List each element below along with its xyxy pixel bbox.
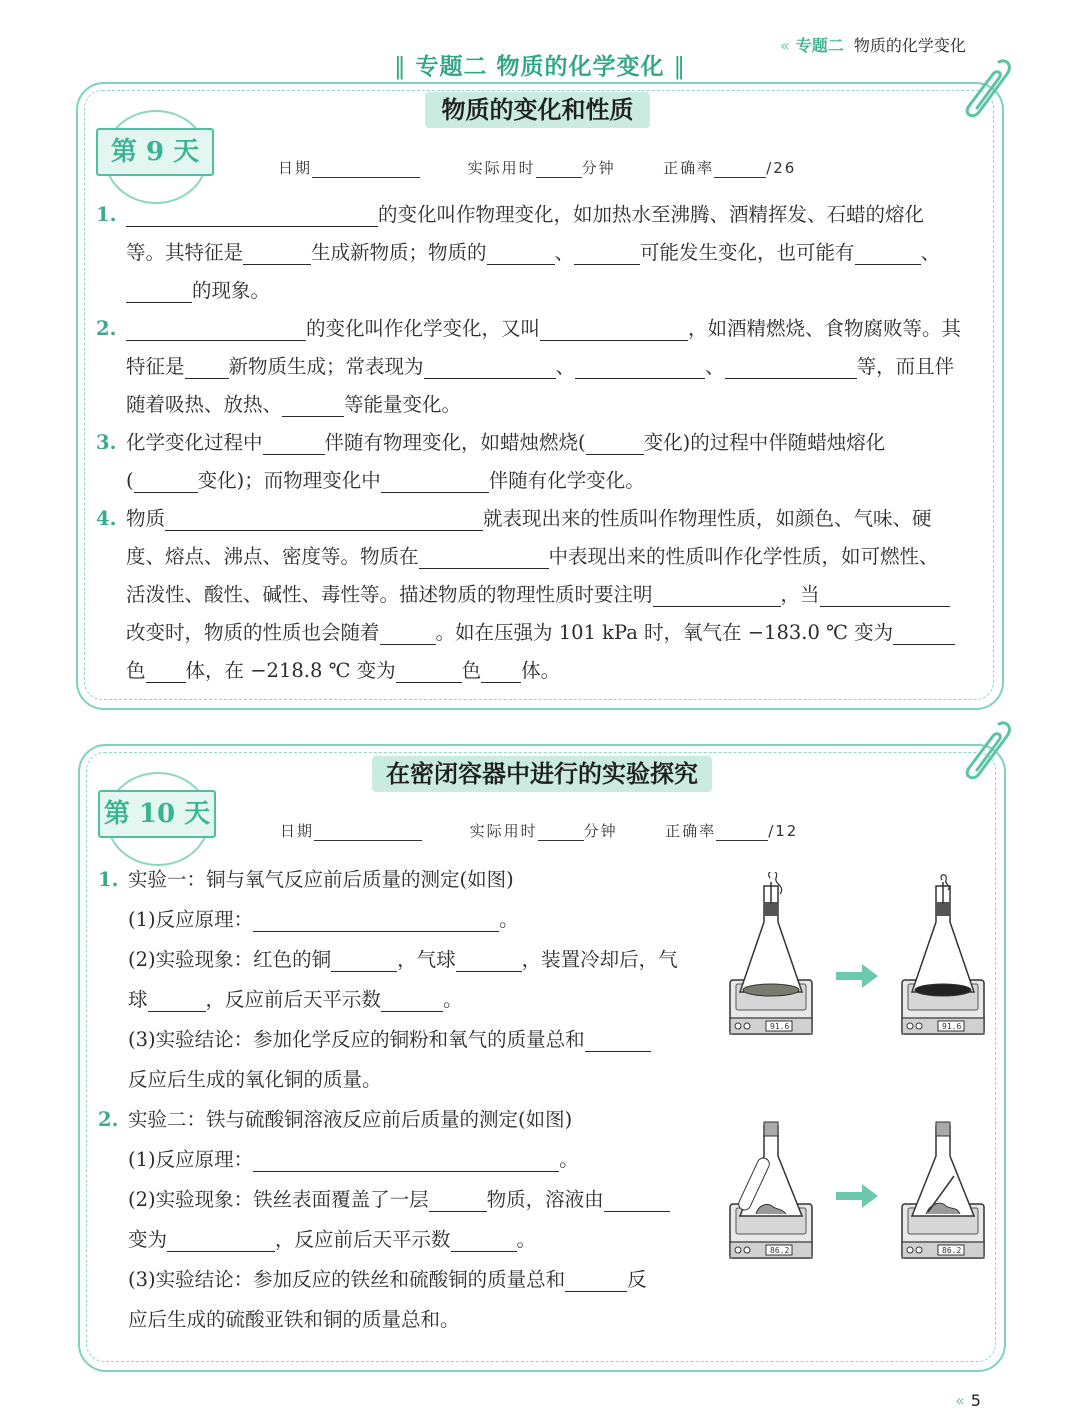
rate-total: /12 [768, 822, 799, 840]
running-header-topic: 专题二 [795, 36, 844, 55]
answer-blank[interactable] [565, 1267, 627, 1292]
answer-blank[interactable] [574, 240, 640, 265]
day10-title: 在密闭容器中进行的实验探究 [372, 756, 712, 792]
answer-blank[interactable] [481, 658, 521, 683]
rate-total: /26 [766, 159, 797, 177]
question-line [126, 614, 984, 652]
question-line [128, 940, 708, 980]
answer-blank[interactable] [725, 354, 857, 379]
time-unit: 分钟 [581, 159, 616, 177]
question-text: 体。 [521, 659, 561, 682]
question-line [126, 500, 984, 538]
balance-before [730, 872, 812, 1034]
scale-reading: 91.6 [942, 1022, 962, 1031]
question-line [126, 462, 984, 500]
day9-title: 物质的变化和性质 [425, 92, 650, 128]
question-text: 。 [559, 1148, 579, 1171]
question-line [128, 1300, 708, 1340]
answer-blank[interactable] [540, 316, 688, 341]
question-text: 可能发生变化，也可能有 [640, 241, 855, 264]
question-line [126, 386, 984, 424]
page-number-value: 5 [970, 1391, 981, 1410]
question-text: 化学变化过程中 [126, 431, 263, 454]
day10-questions [98, 860, 708, 1340]
question-text: 等。其特征是 [126, 241, 244, 264]
question-text: 等，而且伴 [856, 355, 955, 378]
answer-blank[interactable] [253, 1147, 559, 1172]
question-line [126, 272, 984, 310]
answer-blank[interactable] [604, 1187, 670, 1212]
question-text: 色 [126, 659, 146, 682]
day10-badge-label: 第 10 天 [98, 790, 216, 838]
question-text: 。 [516, 1228, 537, 1251]
question-text: 改变时，物质的性质也会随着 [126, 621, 380, 644]
answer-blank[interactable] [456, 947, 522, 972]
question-text: 变化)；而物理变化中 [197, 469, 381, 492]
question-text: 反 [627, 1268, 647, 1291]
rate-label: 正确率 [663, 159, 715, 177]
answer-blank[interactable] [146, 658, 186, 683]
answer-blank[interactable] [575, 354, 705, 379]
scale-reading: 91.6 [770, 1022, 790, 1031]
answer-blank[interactable] [381, 987, 443, 1012]
answer-blank[interactable] [487, 240, 555, 265]
answer-blank[interactable] [165, 506, 483, 531]
question-text: 随着吸热、放热、 [126, 393, 283, 416]
rate-blank[interactable] [716, 824, 768, 841]
answer-blank[interactable] [126, 278, 192, 303]
rate-label: 正确率 [665, 822, 717, 840]
answer-blank[interactable] [585, 1027, 651, 1052]
question-text: ( [126, 469, 134, 492]
question-text: 。 [443, 988, 463, 1011]
question-text: 变为 [128, 1228, 168, 1251]
balance-after [902, 1122, 984, 1258]
question-line [128, 1060, 708, 1100]
page-title [0, 48, 1080, 81]
question-number: 1. [98, 868, 119, 891]
question-line [126, 310, 984, 348]
date-label: 日期 [280, 822, 315, 840]
question-line [126, 538, 984, 576]
answer-blank[interactable] [185, 354, 229, 379]
figure-copper-oxygen [726, 872, 986, 1042]
question-text: 。如在压强为 101 kPa 时，氧气在 −183.0 ℃ 变为 [435, 621, 894, 644]
question-text: 生成新物质；物质的 [311, 241, 487, 264]
question-line [128, 1260, 708, 1300]
scale-reading: 86.2 [942, 1246, 962, 1255]
question-text: 的现象。 [192, 279, 271, 302]
question-text: (2)实验现象：红色的铜 [128, 948, 332, 971]
question-number: 4. [96, 507, 117, 530]
question-text: (1)反应原理： [128, 1148, 254, 1171]
question-number: 1. [96, 203, 117, 226]
question-text: (3)实验结论：参加反应的铁丝和硫酸铜的质量总和 [128, 1268, 566, 1291]
question-text: 、 [705, 355, 725, 378]
answer-blank[interactable] [167, 1227, 275, 1252]
question-text: ，反应前后天平示数 [205, 988, 382, 1011]
question-text: 度、熔点、沸点、密度等。物质在 [126, 545, 419, 568]
question-text: 应后生成的硫酸亚铁和铜的质量总和。 [128, 1308, 460, 1331]
question-text: 活泼性、酸性、碱性、毒性等。描述物质的物理性质时要注明 [126, 583, 653, 606]
question-text: 色 [461, 659, 482, 682]
answer-blank[interactable] [396, 658, 462, 683]
answer-blank[interactable] [855, 240, 921, 265]
page-title-text: 专题二 物质的化学变化 [415, 53, 665, 80]
question-line [128, 1020, 708, 1060]
answer-blank[interactable] [253, 907, 499, 932]
answer-blank[interactable] [419, 544, 549, 569]
question-line [128, 1220, 708, 1260]
question-text: 、 [920, 241, 941, 264]
question-text: 的变化叫作化学变化，又叫 [306, 317, 541, 340]
question-text: (3)实验结论：参加化学反应的铜粉和氧气的质量总和 [128, 1028, 585, 1051]
question-number: 2. [96, 317, 117, 340]
question-line [128, 900, 708, 940]
answer-blank[interactable] [820, 582, 950, 607]
day10-badge [98, 778, 214, 850]
answer-blank[interactable] [243, 240, 311, 265]
question-line [128, 980, 708, 1020]
question-number: 2. [98, 1108, 119, 1131]
question-text: 物质，溶液由 [486, 1188, 604, 1211]
question-text: 反应后生成的氧化铜的质量。 [128, 1068, 382, 1091]
day9-meta [278, 157, 796, 178]
question-text: 、 [555, 355, 576, 378]
double-chevron-left-icon: « [955, 1391, 965, 1410]
question-line [128, 1180, 708, 1220]
answer-blank[interactable] [380, 620, 436, 645]
question-text: ，气球 [397, 948, 456, 971]
figure-iron-copper-sulfate [726, 1116, 986, 1266]
time-label: 实际用时 [469, 822, 538, 840]
question-text: 物质 [126, 507, 166, 530]
question-text: ，反应前后天平示数 [275, 1228, 451, 1251]
question-line [128, 1140, 708, 1180]
arrow-right-icon [836, 964, 878, 988]
question-text: 伴随有化学变化。 [488, 469, 645, 492]
balance-after [902, 875, 984, 1034]
answer-blank[interactable] [424, 354, 556, 379]
question-text: 体，在 −218.8 ℃ 变为 [185, 659, 396, 682]
double-chevron-left-icon: « [780, 36, 790, 55]
question-text: 中表现出来的性质叫作化学性质，如可燃性、 [548, 545, 939, 568]
question-text: ，装置冷却后，气 [521, 948, 678, 971]
answer-blank[interactable] [653, 582, 781, 607]
question-text: 实验一：铜与氧气反应前后质量的测定(如图) [128, 868, 514, 891]
time-unit: 分钟 [583, 822, 618, 840]
answer-blank[interactable] [451, 1227, 517, 1252]
answer-blank[interactable] [126, 316, 306, 341]
date-blank[interactable] [312, 161, 420, 178]
question-line [128, 860, 708, 900]
balance-before [730, 1122, 812, 1258]
question-text: 变化)的过程中伴随蜡烛熔化 [643, 431, 886, 454]
time-blank[interactable] [538, 824, 584, 841]
question-text: (2)实验现象：铁丝表面覆盖了一层 [128, 1188, 429, 1211]
time-blank[interactable] [536, 161, 582, 178]
question-text: ，如酒精燃烧、食物腐败等。其 [688, 317, 962, 340]
question-text: 新物质生成；常表现为 [228, 355, 424, 378]
question-line [126, 576, 984, 614]
question-line [126, 234, 984, 272]
answer-blank[interactable] [126, 202, 378, 227]
answer-blank[interactable] [893, 620, 955, 645]
answer-blank[interactable] [381, 468, 489, 493]
answer-blank[interactable] [282, 392, 344, 417]
question-text: ，当 [780, 583, 820, 606]
question-line [126, 424, 984, 462]
question-text: 就表现出来的性质叫作物理性质，如颜色、气味、硬 [483, 507, 932, 530]
question-text: 实验二：铁与硫酸铜溶液反应前后质量的测定(如图) [128, 1108, 573, 1131]
day9-badge-label: 第 9 天 [96, 128, 214, 176]
question-text: 、 [554, 241, 575, 264]
time-label: 实际用时 [467, 159, 536, 177]
answer-blank[interactable] [148, 987, 206, 1012]
question-text: 的变化叫作物理变化，如加热水至沸腾、酒精挥发、石蜡的熔化 [378, 203, 925, 226]
answer-blank[interactable] [134, 468, 198, 493]
question-line [126, 652, 984, 690]
title-bar-left-icon: ‖ [393, 54, 407, 80]
question-number: 3. [96, 431, 117, 454]
rate-blank[interactable] [714, 161, 766, 178]
running-header-topic-name: 物质的化学变化 [853, 36, 966, 55]
question-text: 。 [499, 908, 519, 931]
answer-blank[interactable] [586, 430, 644, 455]
question-line [128, 1100, 708, 1140]
question-text: 等能量变化。 [344, 393, 462, 416]
question-text: 球 [128, 988, 148, 1011]
answer-blank[interactable] [263, 430, 325, 455]
question-text: 特征是 [126, 355, 185, 378]
paperclip-icon [955, 56, 1015, 126]
question-line [126, 196, 984, 234]
question-text: (1)反应原理： [128, 908, 254, 931]
day9-questions [96, 196, 984, 696]
date-label: 日期 [278, 159, 313, 177]
paperclip-icon [955, 718, 1015, 788]
question-line [126, 348, 984, 386]
day9-badge [96, 116, 212, 188]
title-bar-right-icon: ‖ [673, 54, 687, 80]
question-text: 伴随有物理变化，如蜡烛燃烧( [324, 431, 586, 454]
scale-reading: 86.2 [770, 1246, 790, 1255]
answer-blank[interactable] [429, 1187, 487, 1212]
day10-meta [280, 820, 798, 841]
arrow-right-icon [836, 1184, 878, 1208]
date-blank[interactable] [314, 824, 422, 841]
answer-blank[interactable] [331, 947, 397, 972]
page-number [955, 1391, 981, 1410]
